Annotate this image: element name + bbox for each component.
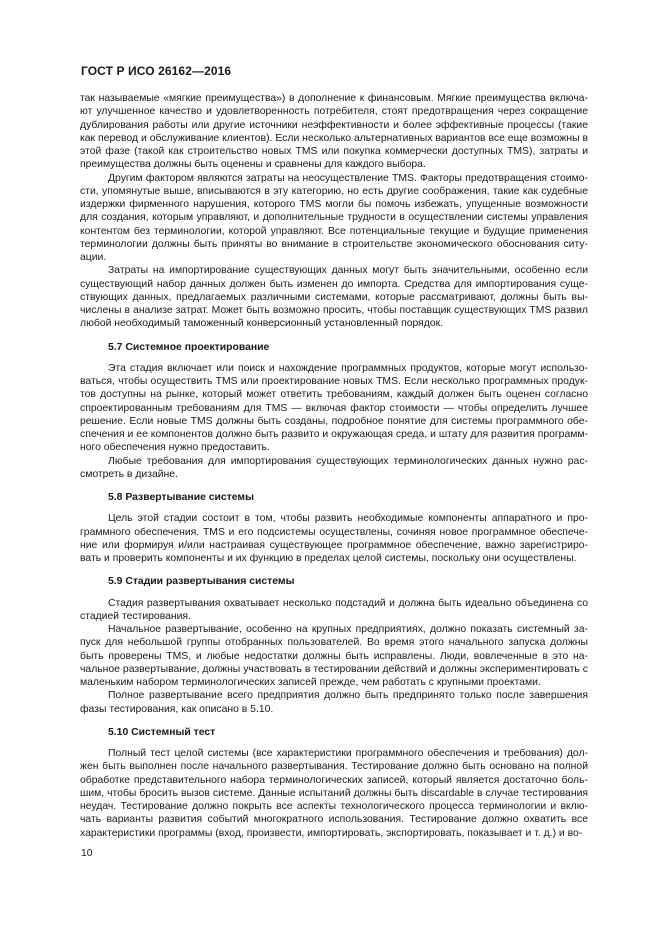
paragraph: Начальное развертывание, особенно на крупных предприятиях, должно показать системный за-пуск для небольшой группы отобранных пользователей. Во время этого начального запуска должны быть проверены TMS, и любые недостатки должны быть исправлены. Люди, вовлеченные в это на-чальное развертывание, должны участвовать в тестировании действий и должны экспериментировать с маленьким набором терминологических записей прежде, чем работать с крупными проектами. [80,624,588,688]
page-number: 10 [81,848,93,859]
paragraph: Цель этой стадии состоит в том, чтобы развить необходимые компоненты аппаратного и про-граммного обеспечения. TMS и его подсистемы осуществлены, сочиняя новое программное обеспече-ние или формируя и/или настраивая существующее программное обеспечение, важно зарегистриро-вать и проверить компоненты и их функцию в пределах целой системы, поскольку они осуществлены. [80,513,588,564]
paragraph: Полное развертывание всего предприятия должно быть предпринято только после завершения фазы тестирования, как описано в 5.10. [80,690,588,715]
section-heading-5-10: 5.10 Системный тест [108,726,216,738]
section-heading-5-7: 5.7 Системное проектирование [108,341,270,353]
paragraph: так называемые «мягкие преимущества») в дополнение к финансовым. Мягкие преимущества включа-ют улучшенное качество и удовлетворенность потребителя, стоят предотвращения через сокращение дублирования работы или другие источники неэффективности и более эффективные процессы (такие как перевод и обслуживание клиентов). Если несколько альтернативных вариантов все еще возможны в этой фазе (такой как строительство новых TMS или покупка коммерчески доступных TMS), затраты и преимущества должны быть оценены и сравнены для каждого выбора. [80,93,588,171]
paragraph: Полный тест целой системы (все характеристики программного обеспечения и требования) дол-жен быть выполнен после начального развертывания. Тестирование должно быть основано на полной обработке представительного набора терминологических записей, который является достаточно боль-шим, чтобы бросить вызов системе. Данные испытаний должны быть discardable в случае тестирования неудач. Тестирование должно покрыть все аспекты технологического процесса терминологии и вклю-чать варианты развития событий многократного использования. Тестирование должно охватить все характеристики программы (вход, произвести, импортировать, экспортировать, показывает и т. д.) и во- [80,748,588,839]
paragraph: Другим фактором являются затраты на неосуществление TMS. Факторы предотвращения стоимо-сти, упомянутые выше, вписываются в эту категорию, но есть другие соображения, такие как судебные издержки фирменного нарушения, которого TMS могли бы помочь избежать, упущенные возможности для создания, которым управляют, и дополнительные трудности в осуществлении системы управления контентом без терминологии, которой управляют. Все потенциальные текущие и будущие применения терминологии должны быть приняты во внимание в строительстве экономического обоснования ситу-ации. [80,172,588,263]
section-heading-5-8: 5.8 Развертывание системы [108,492,254,503]
paragraph: Эта стадия включает или поиск и нахождение программных продуктов, которые могут использо-ваться, чтобы осуществить TMS или проектирование новых TMS. Если несколько программных продук-тов доступны на рынке, который может ответить требованиям, каждый должен быть оценен согласно спроектированным требованиям для TMS — включая фактор стоимости — чтобы определить лучшее решение. Если новые TMS должны быть созданы, подробное понятие для системы программного обе-спечения и ее компонентов должно быть развито и окружающая среда, и штату для развития программ-ного обеспечения нужно предоставить. [80,362,588,454]
paragraph: Стадия развертывания охватывает несколько подстадий и должна быть идеально объединена со стадией тестирования. [80,597,588,622]
paragraph: Затраты на импортирование существующих данных могут быть значительными, особенно если существующий набор данных должен быть изменен до импорта. Средства для импортирования суще-ствующих данных, предлагаемых различными системами, которые рассматривают, должны быть вы-числены в анализе затрат. Может быть возможно просить, чтобы поставщик существующих TMS развил любой необходимый таможенный конверсионный установленный порядок. [80,265,588,330]
paragraph: Любые требования для импортирования существующих терминологических данных нужно рас-смотреть в дизайне. [80,455,588,480]
document-body [80,92,588,840]
section-heading-5-9: 5.9 Стадии развертывания системы [108,576,295,588]
document-header: ГОСТ Р ИСО 26162—2016 [81,64,232,78]
